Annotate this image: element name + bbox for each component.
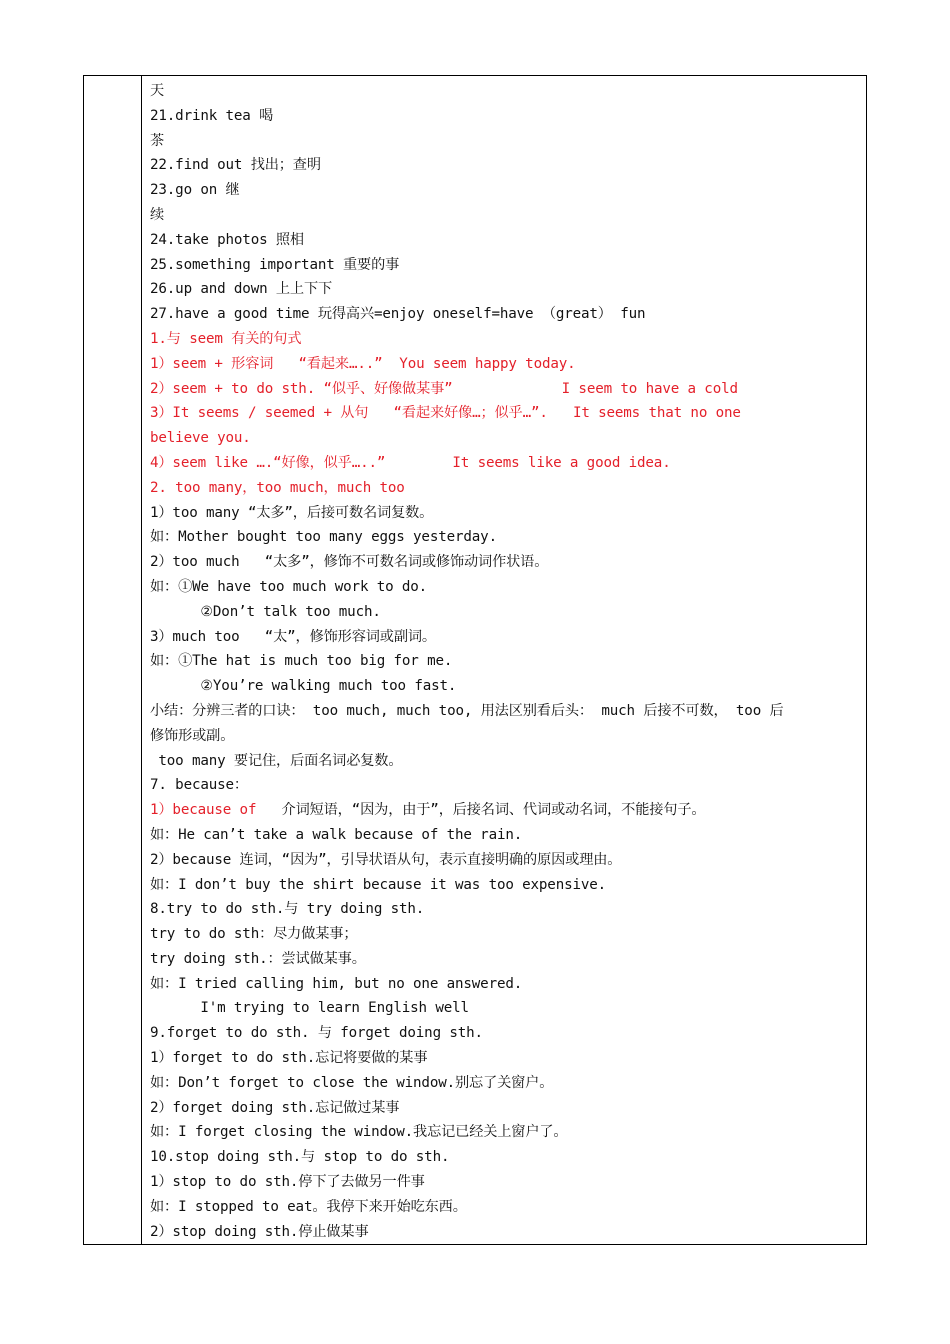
red-text-line: 4）seem like ….“好像，似乎…..” It seems like a good idea.	[150, 454, 671, 471]
section-heading-because: 7. because：	[150, 777, 248, 794]
text-line: 如：I stopped to eat。我停下来开始吃东西。	[150, 1198, 467, 1215]
red-text-line: 2）seem + to do sth. “似乎、好像做某事” I seem to have a cold	[150, 380, 738, 397]
text-line: 修饰形或副。	[150, 727, 235, 744]
text-line: ②Don’t talk too much.	[150, 603, 381, 620]
left-column	[84, 76, 142, 1244]
text-line: 22.find out 找出；查明	[150, 157, 321, 174]
red-text-line: 3）It seems / seemed + 从句 “看起来好像…；似乎…”. It seems that no one	[150, 405, 741, 422]
text-line: 1）forget to do sth.忘记将要做的某事	[150, 1050, 428, 1067]
section-heading-seem: 1.与 seem 有关的句式	[150, 330, 302, 347]
text-line: 2）forget doing sth.忘记做过某事	[150, 1099, 400, 1116]
text-line: 天	[150, 83, 165, 99]
text-line: 小结：分辨三者的口诀： too much, much too, 用法区别看后头： much 后接不可数， too 后	[150, 702, 784, 719]
text-line: ②You’re walking much too fast.	[150, 678, 457, 695]
text-line: 1）stop to do sth.停下了去做另一件事	[150, 1174, 425, 1191]
text-line: try doing sth.：尝试做某事。	[150, 950, 366, 967]
text-line: 如：I don’t buy the shirt because it was too expensive.	[150, 876, 607, 893]
text-line: 26.up and down 上上下下	[150, 281, 333, 298]
text-line: 如：I forget closing the window.我忘记已经关上窗户了。	[150, 1124, 568, 1141]
text-line: 如：①We have too much work to do.	[150, 578, 428, 595]
red-text-line: believe you.	[150, 430, 251, 447]
text-line: 27.have a good time 玩得高兴=enjoy oneself=have （great） fun	[150, 306, 646, 323]
text-line: 如：I tried calling him, but no one answered.	[150, 975, 523, 992]
red-text-line: 1）seem + 形容词 “看起来…..” You seem happy today.	[150, 355, 576, 372]
text-line: 8.try to do sth.与 try doing sth.	[150, 901, 425, 918]
text-line: 2）because 连词，“因为”，引导状语从句，表示直接明确的原因或理由。	[150, 851, 622, 868]
text-line: try to do sth：尽力做某事；	[150, 926, 358, 943]
text-line: 2）stop doing sth.停止做某事	[150, 1223, 369, 1240]
text-line: 茶	[150, 132, 165, 149]
text-line: 25.something important 重要的事	[150, 256, 400, 273]
text-line: too many 要记住，后面名词必复数。	[150, 752, 403, 769]
text-line: 如：Mother bought too many eggs yesterday.	[150, 529, 497, 546]
because-of-label: 1）because of	[150, 802, 257, 819]
because-of-line	[150, 798, 858, 823]
section-heading-too-many: 2. too many，too much，much too	[150, 479, 405, 496]
because-of-explanation: 介词短语，“因为，由于”，后接名词、代词或动名词，不能接句子。	[256, 802, 706, 819]
text-line: 21.drink tea 喝	[150, 107, 274, 124]
notes-content	[142, 76, 866, 1244]
notes-table	[83, 75, 867, 1245]
text-line: 1）too many “太多”，后接可数名词复数。	[150, 504, 434, 521]
text-line: 如：He can’t take a walk because of the rain.	[150, 826, 523, 843]
text-line: 如：①The hat is much too big for me.	[150, 653, 453, 670]
text-line: 如：Don’t forget to close the window.别忘了关窗户。	[150, 1074, 554, 1091]
text-line: 3）much too “太”，修饰形容词或副词。	[150, 628, 436, 645]
text-line: 10.stop doing sth.与 stop to do sth.	[150, 1149, 450, 1166]
text-line: 2）too much “太多”，修饰不可数名词或修饰动词作状语。	[150, 554, 549, 571]
text-line: 24.take photos 照相	[150, 231, 304, 248]
text-line: 9.forget to do sth. 与 forget doing sth.	[150, 1025, 483, 1042]
text-line: I'm trying to learn English well	[150, 1000, 469, 1017]
text-line: 续	[150, 206, 165, 223]
text-line: 23.go on 继	[150, 182, 240, 199]
